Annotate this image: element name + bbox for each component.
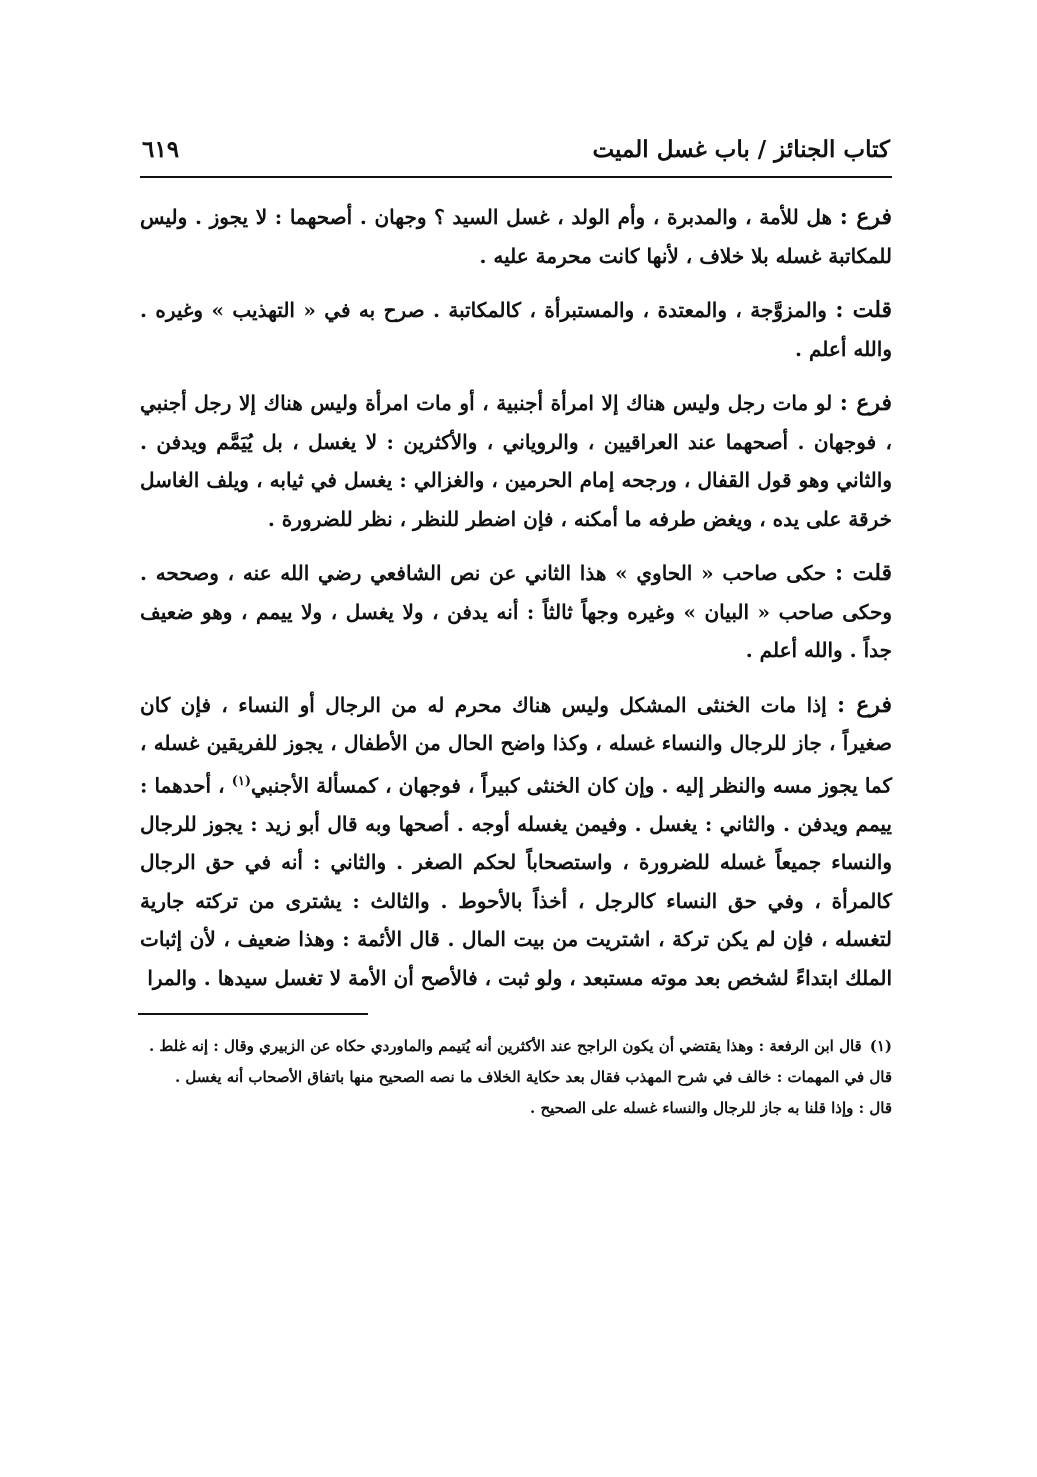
running-title: كتاب الجنائز / باب غسل الميت <box>592 136 890 163</box>
main-text <box>140 198 892 997</box>
paragraph-lead: قلت : <box>835 560 893 586</box>
paragraph-lead: فرع : <box>839 204 893 230</box>
footnote-line: قال ابن الرفعة : وهذا يقتضي أن يكون الراجح عند الأكثرين أنه يُتيمم والماوردي حكاه عن الزبيري وقال : إنه غلط . <box>148 1037 862 1056</box>
paragraph-far-1 <box>140 198 892 275</box>
paragraph-lead: قلت : <box>835 297 893 323</box>
footnote-divider <box>138 1013 368 1015</box>
paragraph-lead: فرع : <box>839 390 892 416</box>
footnote-1-final <box>140 1095 892 1122</box>
paragraph-qult-2 <box>140 554 892 670</box>
paragraph-text-continued: ، أحدهما : ييمم ويدفن . والثاني : يغسل . وفيمن يغسله أوجه . أصحها وبه قال أبو زيد : يجوز للرجال والنساء جميعاً غسله للضرورة ، واستصحاباً لحكم الصغر . والثاني : أنه في حق الرجال كالمرأة ، وفي حق النساء كالرجل ، أخذاً بالأحوط . والثالث : يشترى من تركته جارية لتغسله ، فإن لم يكن تركة ، اشتريت من بيت المال . قال الأئمة : وهذا ضعيف ، لأن إثبات الملك ابتداءً لشخص بعد موته مستبعد ، ولو ثبت ، فالأصح أن الأمة لا تغسل سيدها . والمرا <box>140 773 892 990</box>
paragraph-text: لو مات رجل وليس هناك إلا امرأة أجنبية ، أو مات امرأة وليس هناك إلا رجل أجنبي ، فوجهان . أصحهما عند العراقيين ، والروياني ، والأكثرين : لا يغسل ، بل يُيَمَّم ويدفن . والثاني وهو قول القفال ، ورجحه إمام الحرمين ، والغزالي : يغسل في ثيابه ، ويلف الغاسل خرقة على يده ، ويغض طرفه ما أمكنه ، فإن اضطر للنظر ، نظر للضرورة . <box>140 391 892 531</box>
page-number: ٦١٩ <box>142 136 180 163</box>
footnotes <box>140 1033 892 1122</box>
footnote-1 <box>140 1033 892 1060</box>
paragraph-lead: فرع : <box>837 691 893 718</box>
paragraph-far-3 <box>140 686 892 998</box>
footnote-line: قال : وإذا قلنا به جاز للرجال والنساء غسله على الصحيح . <box>530 1099 892 1118</box>
paragraph-text: حكى صاحب « الحاوي » هذا الثاني عن نص الشافعي رضي الله عنه ، وصححه . وحكى صاحب « البيان » وغيره وجهاً ثالثاً : أنه يدفن ، ولا يغسل ، ولا ييمم ، وهو ضعيف جداً . والله أعلم . <box>140 561 892 662</box>
paragraph-text: إذا مات الخنثى المشكل وليس هناك محرم له من الرجال أو النساء ، فإن كان صغيراً ، جاز للرجال والنساء غسله ، وكذا واضح الحال من الأطفال ، يجوز للفريقين غسله ، كما يجوز مسه والنظر إليه . وإن كان الخنثى كبيراً ، فوجهان ، كمسألة الأجنبي <box>140 692 892 798</box>
footnote-reference[interactable]: (١) <box>231 773 252 789</box>
paragraph-text: والمزوَّجة ، والمعتدة ، والمستبرأة ، كالمكاتبة . صرح به في « التهذيب » وغيره . والله أعلم . <box>140 298 892 361</box>
paragraph-qult-1 <box>140 291 892 368</box>
footnote-1-continued <box>140 1064 892 1091</box>
paragraph-far-2 <box>140 384 892 538</box>
page-header <box>140 130 892 178</box>
footnote-number: (١) <box>869 1037 892 1056</box>
paragraph-text: هل للأمة ، والمدبرة ، وأم الولد ، غسل السيد ؟ وجهان . أصحهما : لا يجوز . وليس للمكاتبة غسله بلا خلاف ، لأنها كانت محرمة عليه . <box>140 205 892 268</box>
page <box>140 130 892 1126</box>
footnote-line: قال في المهمات : خالف في شرح المهذب فقال بعد حكاية الخلاف ما نصه الصحيح منها باتفاق الأصحاب أنه يغسل . <box>174 1068 892 1087</box>
